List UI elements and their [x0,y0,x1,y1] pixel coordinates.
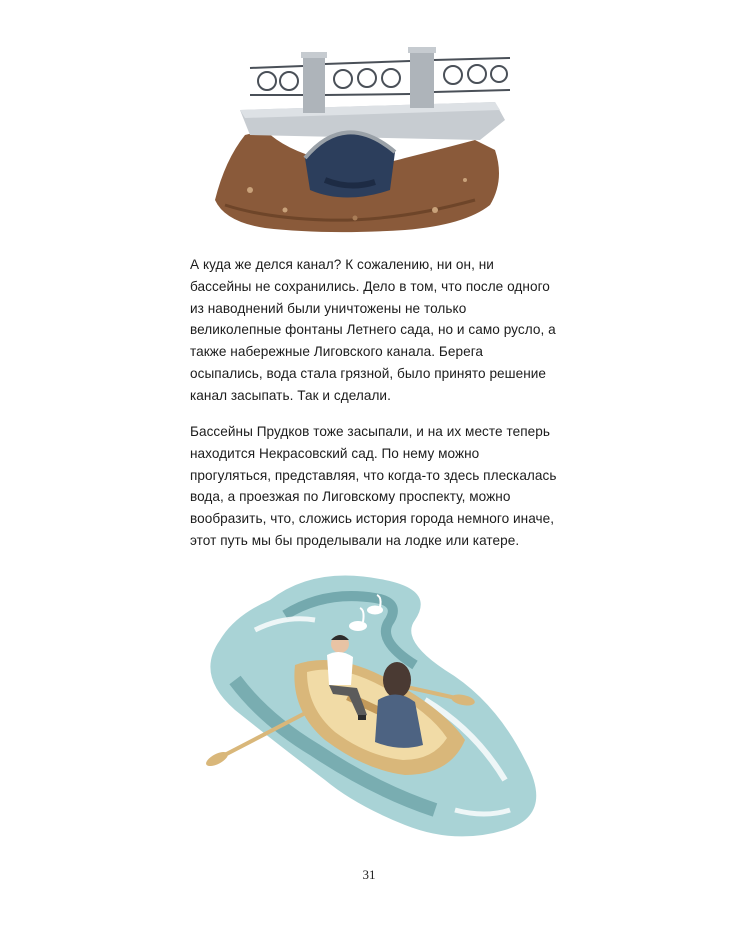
page-number: 31 [362,867,376,882]
paragraph-2 [190,421,558,552]
embankment-illustration [205,40,535,240]
rowing-boat-illustration [175,560,565,860]
paragraph-text: Бассейны Прудков тоже засыпали, и на их месте теперь находится Некрасовский сад. По нему можно прогуляться, представляя, что когда-то здесь плескалась вода, а проезжая по Лиговскому проспекту, можно вообразить, что, сложись история города немного иначе, этот путь мы бы проделывали на лодке или катере. [190,424,557,548]
paragraph-text: А куда же делся канал? К сожалению, ни он, ни бассейны не сохранились. Дело в том, что после одного из наводнений были уничтожены не только великолепные фонтаны Летнего сада, но и само русло, а также набережные Лиговского канала. Берега осыпались, вода стала грязной, было принято решение канал засыпать. Так и сделали. [190,257,556,403]
iron-railing [250,58,510,95]
paragraph-1 [190,254,558,407]
